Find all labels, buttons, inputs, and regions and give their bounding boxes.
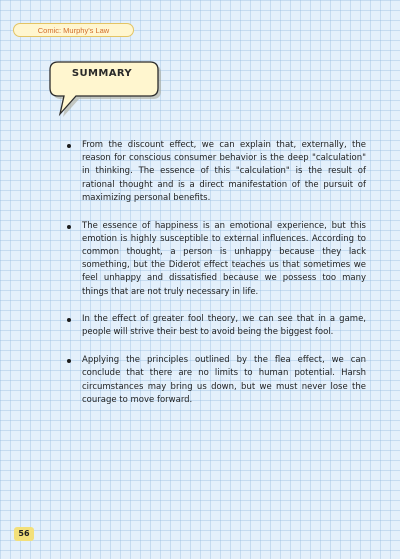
point-text: The essence of happiness is an emotional experience, but this emotion is highly susceptible to external influences. According to common thought, a person is unhappy because they lack something, but the Diderot effect teaches us that sometimes we feel unhappy and dissatisfied because we possess too many things that are not truly necessary in life. <box>82 220 366 297</box>
page-number: 56 <box>14 527 34 541</box>
bullet-dot-icon <box>67 318 71 322</box>
list-item <box>66 220 366 299</box>
speech-bubble-icon <box>44 58 164 118</box>
summary-bubble <box>44 58 164 118</box>
bullet-dot-icon <box>67 359 71 363</box>
point-text: From the discount effect, we can explain that, externally, the reason for conscious consumer behavior is the deep "calculation" in thinking. The essence of this "calculation" is the result of rational thought and is a direct manifestation of the pursuit of maximizing personal benefits. <box>82 140 366 203</box>
summary-title: SUMMARY <box>71 68 133 79</box>
list-item <box>66 139 366 205</box>
list-item <box>66 313 366 339</box>
point-text: In the effect of greater fool theory, we can see that in a game, people will strive their best to avoid being the biggest fool. <box>82 314 366 338</box>
list-item <box>66 354 366 407</box>
chapter-tag: Comic: Murphy's Law <box>13 23 134 37</box>
bullet-dot-icon <box>67 144 71 148</box>
bullet-dot-icon <box>67 225 71 229</box>
point-text: Applying the principles outlined by the flea effect, we can conclude that there are no limits to human potential. Harsh circumstances may bring us down, but we must never lose the courage to move forward. <box>82 355 366 405</box>
summary-points-list <box>66 139 366 421</box>
